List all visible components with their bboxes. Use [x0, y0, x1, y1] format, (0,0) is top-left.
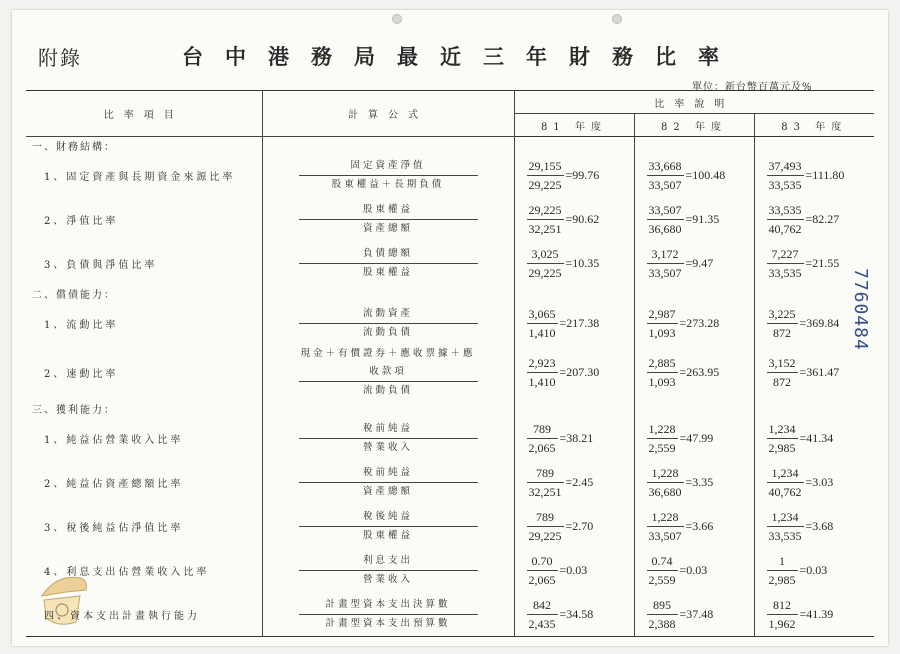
- value-result: =217.38: [559, 315, 600, 330]
- ratio-item-label: 1、純益佔營業收入比率: [26, 416, 262, 460]
- formula-denominator: 營業收入: [362, 573, 413, 585]
- ratio-item-label: 四、資本支出計畫執行能力: [26, 592, 262, 637]
- ratio-value-cell: [754, 153, 874, 197]
- ratio-value-cell: [634, 548, 754, 592]
- value-numerator: 895: [647, 596, 678, 615]
- ratio-value-cell: [634, 301, 754, 345]
- empty-cell: [754, 400, 874, 416]
- value-numerator: 2,923: [527, 354, 558, 373]
- value-numerator: 3,025: [527, 245, 564, 264]
- value-result: =0.03: [679, 562, 708, 577]
- value-result: =47.99: [679, 430, 714, 445]
- value-result: =38.21: [559, 430, 594, 445]
- year-header-82: 82 年度: [634, 114, 754, 137]
- table-row: [26, 592, 874, 637]
- unit-note: 單位：新台幣百萬元及%: [692, 82, 813, 93]
- value-fraction: [767, 552, 798, 589]
- value-result: =369.84: [799, 315, 840, 330]
- table-row: [26, 301, 874, 345]
- ratio-value-cell: [754, 197, 874, 241]
- ratio-value-cell: [514, 416, 634, 460]
- ratio-value-cell: [634, 345, 754, 400]
- formula-cell: [262, 460, 514, 504]
- value-denominator: 2,985: [768, 572, 796, 587]
- value-denominator: 32,251: [528, 221, 562, 236]
- value-numerator: 0.74: [647, 552, 678, 571]
- value-denominator: 872: [773, 375, 791, 389]
- ratio-item-label: 4、利息支出佔營業收入比率: [26, 548, 262, 592]
- ratio-value-cell: [634, 416, 754, 460]
- ratio-table-body: [26, 137, 874, 637]
- punch-hole: [612, 14, 622, 24]
- empty-cell: [634, 285, 754, 301]
- value-numerator: 2,987: [647, 305, 678, 324]
- value-fraction: [527, 596, 558, 633]
- value-denominator: 32,251: [528, 484, 562, 499]
- stamp-number: 7760484: [850, 268, 871, 351]
- value-result: =100.48: [685, 167, 726, 182]
- empty-cell: [514, 400, 634, 416]
- value-denominator: 29,225: [528, 177, 562, 192]
- value-fraction: [767, 354, 798, 391]
- value-numerator: 3,152: [767, 354, 798, 373]
- value-denominator: 33,535: [768, 528, 802, 543]
- value-numerator: 812: [767, 596, 798, 615]
- value-result: =207.30: [559, 365, 600, 379]
- table-row: [26, 416, 874, 460]
- value-denominator: 33,535: [768, 265, 802, 280]
- value-numerator: 3,225: [767, 305, 798, 324]
- value-fraction: [527, 420, 558, 457]
- ratio-value-cell: [634, 153, 754, 197]
- value-result: =41.34: [799, 430, 834, 445]
- ratio-value-cell: [634, 460, 754, 504]
- value-fraction: [647, 552, 678, 589]
- value-result: =34.58: [559, 606, 594, 621]
- formula-cell: [262, 345, 514, 400]
- ratio-value-cell: [634, 197, 754, 241]
- value-result: =3.66: [685, 518, 714, 533]
- value-denominator: 40,762: [768, 484, 802, 499]
- value-result: =10.35: [565, 255, 600, 270]
- formula-cell: [262, 504, 514, 548]
- value-result: =99.76: [565, 167, 600, 182]
- formula-denominator: 股東權益: [362, 529, 413, 541]
- ratio-value-cell: [754, 504, 874, 548]
- formula-denominator: 流動負債: [362, 326, 413, 338]
- ratio-value-cell: [514, 548, 634, 592]
- value-denominator: 2,559: [648, 440, 676, 455]
- ratio-value-cell: [514, 504, 634, 548]
- value-numerator: 1: [767, 552, 798, 571]
- formula-denominator: 營業收入: [362, 441, 413, 453]
- ratio-value-cell: [754, 301, 874, 345]
- value-fraction: [767, 596, 798, 633]
- value-fraction: [527, 201, 564, 238]
- value-numerator: 3,172: [647, 245, 684, 264]
- value-denominator: 36,680: [648, 484, 682, 499]
- value-fraction: [767, 157, 804, 194]
- empty-cell: [634, 137, 754, 154]
- value-numerator: 789: [527, 420, 558, 439]
- empty-cell: [514, 137, 634, 154]
- value-denominator: 1,410: [528, 325, 556, 340]
- ratio-value-cell: [634, 241, 754, 285]
- page-title: 台中港務局最近三年財務比率: [182, 44, 741, 69]
- ratio-value-cell: [754, 460, 874, 504]
- value-numerator: 1,228: [647, 464, 684, 483]
- value-fraction: [527, 464, 564, 501]
- ratio-value-cell: [514, 197, 634, 241]
- year-header-83: 83 年度: [754, 114, 874, 137]
- ratio-value-cell: [514, 592, 634, 637]
- value-fraction: [647, 201, 684, 238]
- value-fraction: [647, 420, 678, 457]
- document-page: [12, 10, 888, 646]
- ratio-value-cell: [754, 548, 874, 592]
- table-row: [26, 504, 874, 548]
- formula-numerator: 現金＋有價證券＋應收票據＋應收款項: [299, 345, 478, 382]
- value-fraction: [527, 245, 564, 282]
- value-result: =82.27: [805, 211, 840, 226]
- section-label: 三、獲利能力：: [26, 400, 262, 416]
- value-fraction: [647, 245, 684, 282]
- formula-numerator: 股東權益: [299, 201, 478, 220]
- value-result: =273.28: [679, 315, 720, 330]
- value-result: =2.45: [565, 474, 594, 489]
- value-numerator: 842: [527, 596, 558, 615]
- table-row: [26, 345, 874, 400]
- ratio-value-cell: [754, 416, 874, 460]
- value-result: =91.35: [685, 211, 720, 226]
- item-header: 比率項目: [26, 91, 262, 137]
- value-denominator: 40,762: [768, 221, 802, 236]
- value-numerator: 37,493: [767, 157, 804, 176]
- value-fraction: [767, 201, 804, 238]
- formula-cell: [262, 241, 514, 285]
- formula-denominator: 計畫型資本支出預算數: [325, 617, 451, 629]
- value-denominator: 2,435: [528, 616, 556, 631]
- value-numerator: 1,228: [647, 420, 678, 439]
- value-denominator: 2,985: [768, 440, 796, 455]
- ratio-item-label: 1、流動比率: [26, 301, 262, 345]
- value-fraction: [647, 157, 684, 194]
- value-fraction: [527, 305, 558, 342]
- ratio-value-cell: [514, 153, 634, 197]
- value-result: =3.35: [685, 474, 714, 489]
- empty-cell: [514, 285, 634, 301]
- value-fraction: [767, 420, 798, 457]
- formula-numerator: 固定資產淨值: [299, 157, 478, 176]
- ratio-value-cell: [754, 345, 874, 400]
- formula-denominator: 資產總額: [362, 485, 413, 497]
- value-denominator: 33,535: [768, 177, 802, 192]
- table-row: [26, 548, 874, 592]
- value-result: =3.03: [805, 474, 834, 489]
- empty-cell: [262, 400, 514, 416]
- section-row: [26, 137, 874, 154]
- ratio-value-cell: [514, 241, 634, 285]
- value-denominator: 33,507: [648, 528, 682, 543]
- formula-cell: [262, 197, 514, 241]
- ratio-value-cell: [754, 592, 874, 637]
- value-fraction: [647, 464, 684, 501]
- value-numerator: 1,234: [767, 464, 804, 483]
- value-result: =21.55: [805, 255, 840, 270]
- ratio-item-label: 1、固定資產與長期資金來源比率: [26, 153, 262, 197]
- section-row: [26, 400, 874, 416]
- ratio-value-cell: [634, 592, 754, 637]
- formula-cell: [262, 416, 514, 460]
- value-numerator: 3,065: [527, 305, 558, 324]
- empty-cell: [754, 285, 874, 301]
- section-row: [26, 285, 874, 301]
- value-numerator: 33,668: [647, 157, 684, 176]
- formula-denominator: 流動負債: [362, 385, 413, 396]
- value-numerator: 29,225: [527, 201, 564, 220]
- value-fraction: [647, 508, 684, 545]
- value-fraction: [647, 305, 678, 342]
- formula-numerator: 流動資產: [299, 305, 478, 324]
- value-numerator: 2,885: [647, 354, 678, 373]
- value-numerator: 29,155: [527, 157, 564, 176]
- value-fraction: [767, 305, 798, 342]
- value-numerator: 1,228: [647, 508, 684, 527]
- value-result: =3.68: [805, 518, 834, 533]
- value-fraction: [527, 157, 564, 194]
- formula-denominator: 資產總額: [362, 222, 413, 234]
- value-denominator: 29,225: [528, 528, 562, 543]
- ratio-value-cell: [754, 241, 874, 285]
- formula-header: 計算公式: [262, 91, 514, 137]
- formula-cell: [262, 301, 514, 345]
- value-result: =37.48: [679, 606, 714, 621]
- ratio-item-label: 3、稅後純益佔淨值比率: [26, 504, 262, 548]
- ratio-value-cell: [634, 504, 754, 548]
- formula-denominator: 股東權益＋長期負債: [331, 178, 445, 190]
- formula-denominator: 股東權益: [362, 266, 413, 278]
- ratio-table: [26, 90, 874, 637]
- value-denominator: 1,093: [648, 325, 676, 340]
- appendix-label: 附錄: [38, 46, 82, 70]
- ratio-item-label: 2、速動比率: [26, 345, 262, 400]
- value-numerator: 789: [527, 464, 564, 483]
- value-numerator: 7,227: [767, 245, 804, 264]
- value-fraction: [527, 354, 558, 391]
- formula-numerator: 稅後純益: [299, 508, 478, 527]
- formula-numerator: 稅前純益: [299, 420, 478, 439]
- value-denominator: 2,388: [648, 616, 676, 631]
- comparison-header: 比率說明: [514, 91, 874, 114]
- section-label: 二、償債能力：: [26, 285, 262, 301]
- value-result: =0.03: [799, 562, 828, 577]
- value-denominator: 872: [773, 325, 791, 340]
- value-numerator: 33,507: [647, 201, 684, 220]
- year-header-81: 81 年度: [514, 114, 634, 137]
- value-result: =2.70: [565, 518, 594, 533]
- value-numerator: 1,234: [767, 508, 804, 527]
- value-result: =90.62: [565, 211, 600, 226]
- table-row: [26, 460, 874, 504]
- value-fraction: [767, 464, 804, 501]
- formula-cell: [262, 592, 514, 637]
- formula-numerator: 計畫型資本支出決算數: [299, 596, 478, 615]
- ratio-item-label: 2、淨值比率: [26, 197, 262, 241]
- formula-cell: [262, 548, 514, 592]
- value-result: =41.39: [799, 606, 834, 621]
- value-fraction: [527, 552, 558, 589]
- value-denominator: 1,410: [528, 375, 556, 389]
- value-result: =263.95: [679, 365, 720, 379]
- value-denominator: 2,559: [648, 572, 676, 587]
- value-result: =111.80: [805, 167, 845, 182]
- empty-cell: [262, 285, 514, 301]
- value-fraction: [647, 596, 678, 633]
- table-row: [26, 197, 874, 241]
- empty-cell: [634, 400, 754, 416]
- value-denominator: 29,225: [528, 265, 562, 280]
- section-label: 一、財務結構：: [26, 137, 262, 154]
- formula-cell: [262, 153, 514, 197]
- value-fraction: [767, 245, 804, 282]
- value-result: =361.47: [799, 365, 840, 379]
- value-denominator: 2,065: [528, 572, 556, 587]
- ratio-value-cell: [514, 301, 634, 345]
- ratio-item-label: 3、負債與淨值比率: [26, 241, 262, 285]
- value-numerator: 33,535: [767, 201, 804, 220]
- formula-numerator: 利息支出: [299, 552, 478, 571]
- formula-numerator: 稅前純益: [299, 464, 478, 483]
- value-denominator: 33,507: [648, 265, 682, 280]
- value-denominator: 36,680: [648, 221, 682, 236]
- table-row: [26, 241, 874, 285]
- value-fraction: [647, 354, 678, 391]
- value-denominator: 2,065: [528, 440, 556, 455]
- ratio-value-cell: [514, 345, 634, 400]
- ratio-item-label: 2、純益佔資產總額比率: [26, 460, 262, 504]
- table-row: [26, 153, 874, 197]
- empty-cell: [754, 137, 874, 154]
- value-result: =0.03: [559, 562, 588, 577]
- value-denominator: 1,962: [768, 616, 796, 631]
- value-numerator: 0.70: [527, 552, 558, 571]
- empty-cell: [262, 137, 514, 154]
- value-numerator: 1,234: [767, 420, 798, 439]
- value-fraction: [527, 508, 564, 545]
- value-denominator: 1,093: [648, 375, 676, 389]
- punch-hole: [392, 14, 402, 24]
- value-fraction: [767, 508, 804, 545]
- ratio-value-cell: [514, 460, 634, 504]
- value-result: =9.47: [685, 255, 714, 270]
- formula-numerator: 負債總額: [299, 245, 478, 264]
- value-numerator: 789: [527, 508, 564, 527]
- value-denominator: 33,507: [648, 177, 682, 192]
